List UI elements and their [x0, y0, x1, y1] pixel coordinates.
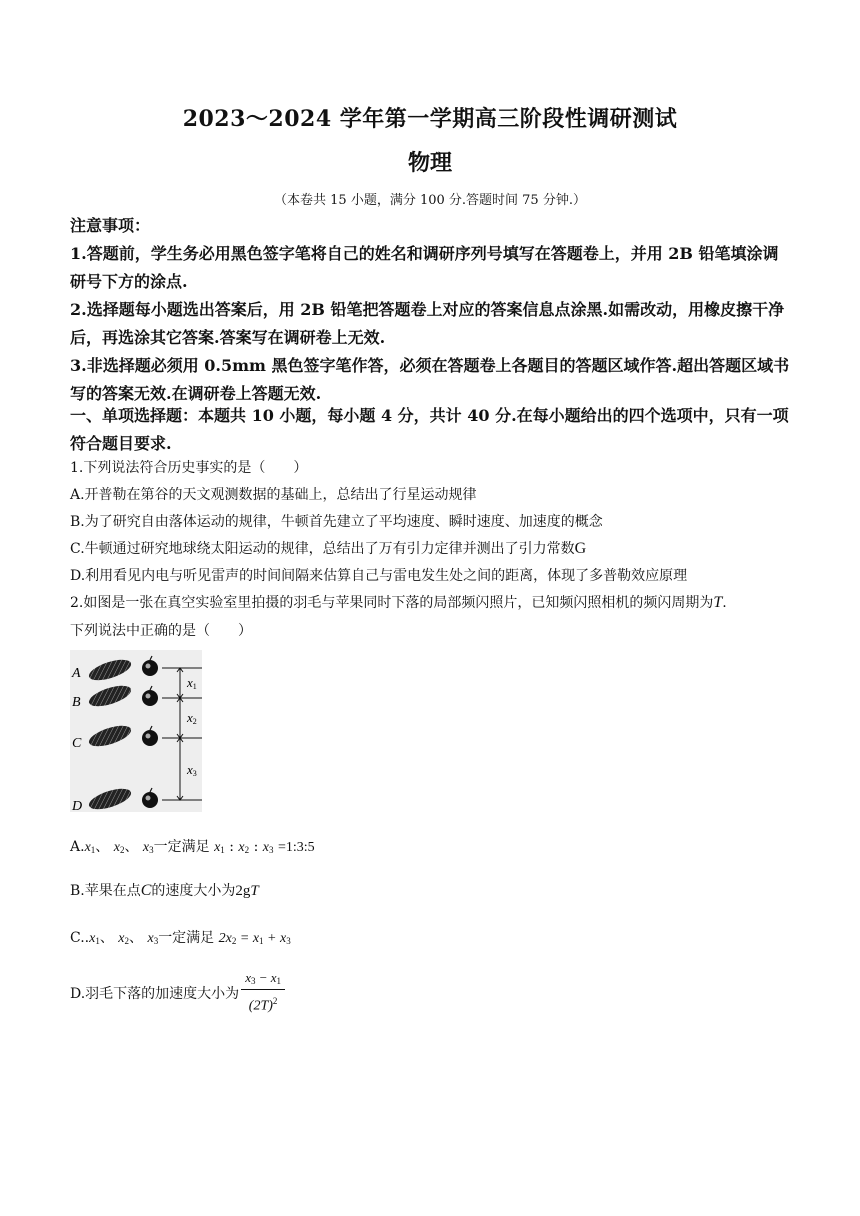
apple-d-icon	[142, 788, 158, 808]
q2-stem-end: .	[722, 595, 727, 611]
apple-c-icon	[142, 726, 158, 746]
q1-option-c-symbol: G	[574, 540, 587, 557]
strobe-photo-figure	[70, 650, 202, 812]
feather-b-icon	[87, 682, 134, 711]
x1-label: x1	[187, 675, 197, 691]
q1-option-b: B.为了研究自由落体运动的规律，牛顿首先建立了平均速度、瞬时速度、加速度的概念	[70, 514, 603, 530]
feather-d-icon	[87, 785, 134, 812]
notice-heading: 注意事项：	[70, 216, 151, 235]
q2-option-d: D.羽毛下落的加速度大小为 $\frac{x_3 - x_1}{(2T)^2}$	[70, 970, 800, 1018]
exam-info: （本卷共 15 小题，满分 100 分.答题时间 75 分钟.）	[274, 193, 586, 208]
q1-option-c-text: C.牛顿通过研究地球绕太阳运动的规律，总结出了万有引力定律并测出了引力常数	[70, 541, 575, 557]
q1-option-c	[70, 538, 800, 560]
q2-option-a: $A.x_1$、 $x_2$、 $x_3$一定满足 $x_1$ : $x_2$ : $x_3$ =1:3:5	[70, 839, 315, 855]
acceleration-fraction: $\frac{x_3 - x_1}{(2T)^2}$	[241, 970, 285, 1018]
q2-stem-symbol: T	[713, 594, 723, 611]
feather-a-icon	[87, 656, 134, 685]
apple-b-icon	[142, 686, 158, 706]
exam-title: 2023～2024 学年第一学期高三阶段性调研测试	[182, 106, 678, 132]
point-label-c: C	[72, 736, 82, 751]
point-label-b: B	[72, 695, 81, 710]
x2-label: x2	[187, 710, 197, 726]
q2-option-c: $C..x_1$、 $x_2$、 $x_3$一定满足 $2x_2 = x_1 + x_3$	[70, 930, 291, 946]
ratio-value: =1:3:5	[277, 840, 315, 855]
q1-option-d: D.利用看见内电与听见雷声的时间间隔来估算自己与雷电发生处之间的距离，体现了多普勒效应原理	[70, 568, 688, 584]
notice-item-2: 2.选择题每小题选出答案后，用 2B 铅笔把答题卷上对应的答案信息点涂黑.如需改动，用橡皮擦干净后，再选涂其它答案.答案写在调研卷上无效.	[70, 300, 785, 347]
notice-item-1: 1.答题前，学生务必用黑色签字笔将自己的姓名和调研序列号填写在答题卷上，并用 2B 铅笔填涂调研号下方的涂点.	[70, 244, 779, 291]
q2-option-b: B.苹果在点C的速度大小为2gT	[70, 882, 259, 899]
x3-label: x3	[187, 762, 197, 778]
apple-a-icon	[142, 656, 158, 676]
section-heading: 一、单项选择题：本题共 10 小题，每小题 4 分，共计 40 分.在每小题给出的四个选项中，只有一项符合题目要求.	[70, 406, 789, 453]
q2-stem-text: 2.如图是一张在真空实验室里拍摄的羽毛与苹果同时下落的局部频闪照片，已知频闪照相机的频闪周期为	[70, 595, 714, 611]
point-label-d: D	[72, 799, 83, 812]
q2-stem	[70, 592, 800, 614]
notice-item-3: 3.非选择题必须用 0.5mm 黑色签字笔作答，必须在答题卷上各题目的答题区域作答.超出答题区域书写的答案无效.在调研卷上答题无效.	[70, 356, 790, 403]
feather-c-icon	[87, 722, 134, 751]
point-label-a: A	[72, 666, 81, 681]
q1-stem: 1.下列说法符合历史事实的是（ ）	[70, 460, 308, 476]
q2-stem-line2: 下列说法中正确的是（ ）	[70, 623, 252, 639]
q1-option-a: A.开普勒在第谷的天文观测数据的基础上，总结出了行星运动规律	[70, 487, 477, 503]
strobe-photo-svg	[70, 650, 202, 812]
subject-title: 物理	[407, 150, 452, 176]
